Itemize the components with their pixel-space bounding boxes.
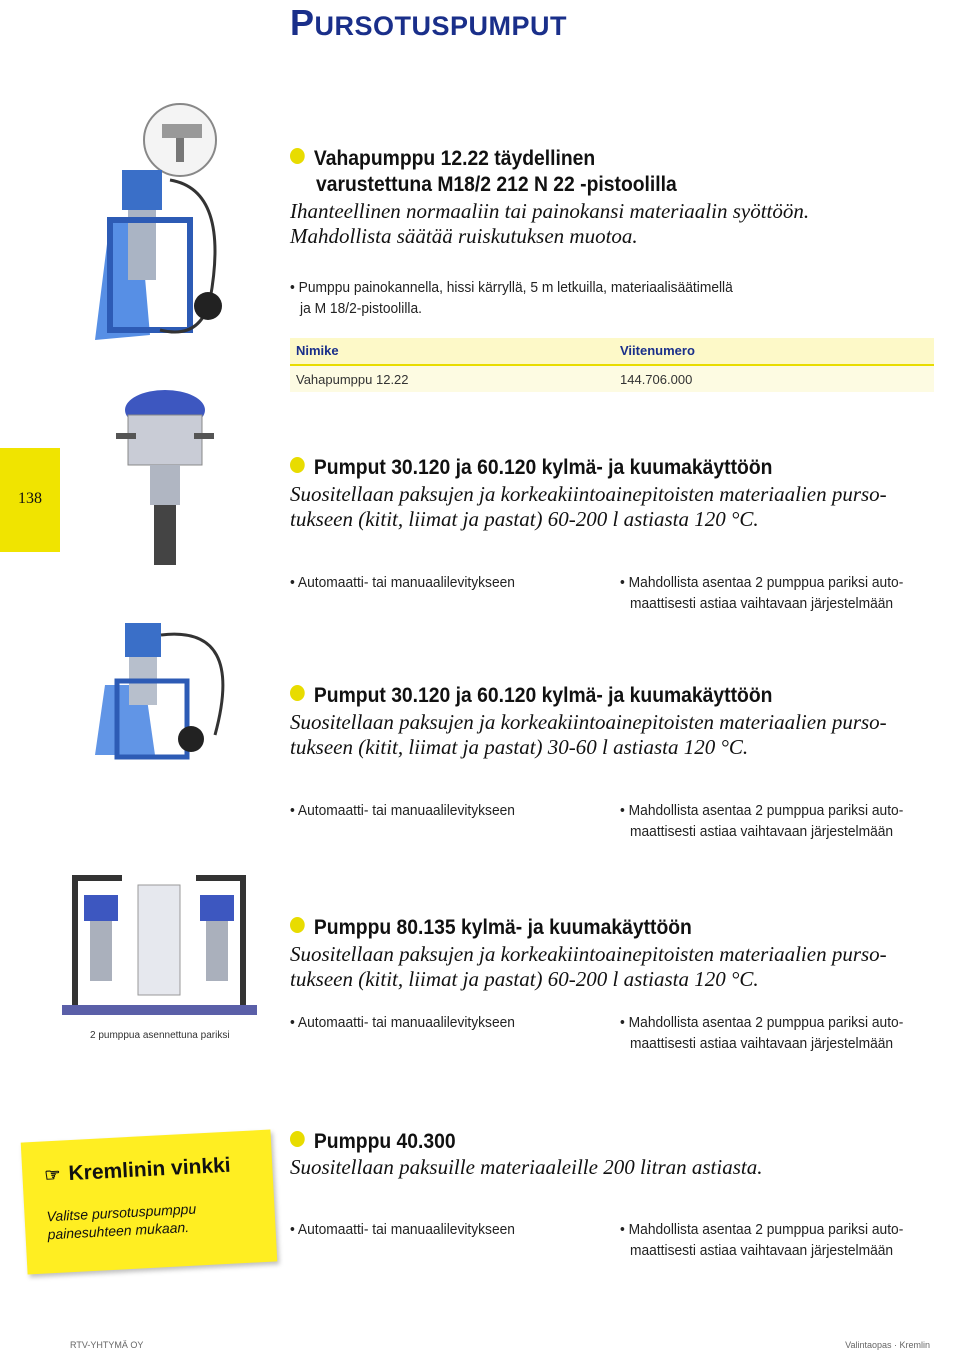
section3-heading: Pumput 30.120 ja 60.120 kylmä- ja kuumakäyttöön <box>290 683 772 709</box>
section1-desc-line1: Ihanteellinen normaaliin tai painokansi materiaalin syöttöön. <box>290 199 810 223</box>
table-header <box>290 338 934 366</box>
section4-bullet-right-line2: maattisesti astiaa vaihtavaan järjestelmään <box>630 1035 894 1052</box>
pointing-hand-icon: ☞ <box>43 1164 62 1186</box>
section2-desc-line1: Suositellaan paksujen ja korkeakiintoainepitoisten materiaalien purso- <box>290 482 887 506</box>
section4-heading: Pumppu 80.135 kylmä- ja kuumakäyttöön <box>290 915 692 941</box>
section3-bullet-right-line2: maattisesti astiaa vaihtavaan järjestelmään <box>630 823 894 840</box>
twin-pump-image <box>62 875 257 1020</box>
pump-cart-image <box>95 615 275 765</box>
section4-bullet-left: • Automaatti- tai manuaalilevitykseen <box>290 1014 515 1031</box>
section3-desc-line1: Suositellaan paksujen ja korkeakiintoainepitoisten materiaalien purso- <box>290 710 887 734</box>
table-row <box>290 366 934 392</box>
section4-desc-line1: Suositellaan paksujen ja korkeakiintoainepitoisten materiaalien purso- <box>290 942 887 966</box>
section5-bullet-left: • Automaatti- tai manuaalilevitykseen <box>290 1221 515 1238</box>
section1-heading: Vahapumppu 12.22 täydellinen <box>290 146 595 172</box>
section5-bullet-right-line1: • Mahdollista asentaa 2 pumppua pariksi auto- <box>620 1221 904 1238</box>
section2-heading: Pumput 30.120 ja 60.120 kylmä- ja kuumakäyttöön <box>290 455 772 481</box>
yellow-dot-icon <box>290 457 305 473</box>
section4-bullet-right-line1: • Mahdollista asentaa 2 pumppua pariksi auto- <box>620 1014 904 1031</box>
section4-desc-line2: tukseen (kitit, liimat ja pastat) 60-200 l astiasta 120 °C. <box>290 967 759 991</box>
page-number-tab: 138 <box>0 448 60 552</box>
table-cell-name: Vahapumppu 12.22 <box>296 372 409 387</box>
section2-bullet-right-line2: maattisesti astiaa vaihtavaan järjestelmään <box>630 595 894 612</box>
pump-with-gun-image <box>80 100 300 350</box>
section1-bullet-line1: • Pumppu painokannella, hissi kärryllä, 5 m letkuilla, materiaalisäätimellä <box>290 279 733 296</box>
section3-bullet-left: • Automaatti- tai manuaalilevitykseen <box>290 802 515 819</box>
table-header-name: Nimike <box>296 343 339 358</box>
page-title: PURSOTUSPUMPUT <box>290 2 568 43</box>
table-cell-ref: 144.706.000 <box>620 372 693 387</box>
section1-desc-line2: Mahdollista säätää ruiskutuksen muotoa. <box>290 224 638 248</box>
twin-pump-caption: 2 pumppua asennettuna pariksi <box>90 1030 230 1041</box>
tip-text: Valitse pursotuspumppu painesuhteen mukaan. <box>46 1200 197 1243</box>
section1-bullet-line2: ja M 18/2-pistoolilla. <box>300 300 422 317</box>
section2-bullet-left: • Automaatti- tai manuaalilevitykseen <box>290 574 515 591</box>
product-table <box>290 338 934 392</box>
section3-desc-line2: tukseen (kitit, liimat ja pastat) 30-60 l astiasta 120 °C. <box>290 735 749 759</box>
tip-title: ☞ Kremlinin vinkki <box>43 1153 232 1186</box>
yellow-dot-icon <box>290 148 305 164</box>
yellow-dot-icon <box>290 917 305 933</box>
footer-left: RTV-YHTYMÄ OY <box>70 1340 144 1350</box>
footer-right: Valintaopas · Kremlin <box>845 1340 930 1350</box>
section3-bullet-right-line1: • Mahdollista asentaa 2 pumppua pariksi auto- <box>620 802 904 819</box>
section5-desc-line1: Suositellaan paksuille materiaaleille 200 litran astiasta. <box>290 1155 763 1179</box>
section1-heading-line2: varustettuna M18/2 212 N 22 -pistoolilla <box>316 173 677 196</box>
table-header-ref: Viitenumero <box>620 343 695 358</box>
yellow-dot-icon <box>290 685 305 701</box>
section5-heading: Pumppu 40.300 <box>290 1129 456 1155</box>
section2-bullet-right-line1: • Mahdollista asentaa 2 pumppua pariksi auto- <box>620 574 904 591</box>
section5-bullet-right-line2: maattisesti astiaa vaihtavaan järjestelmään <box>630 1242 894 1259</box>
section2-desc-line2: tukseen (kitit, liimat ja pastat) 60-200 l astiasta 120 °C. <box>290 507 759 531</box>
tip-note <box>21 1130 278 1275</box>
yellow-dot-icon <box>290 1131 305 1147</box>
drum-pump-image <box>110 385 220 575</box>
